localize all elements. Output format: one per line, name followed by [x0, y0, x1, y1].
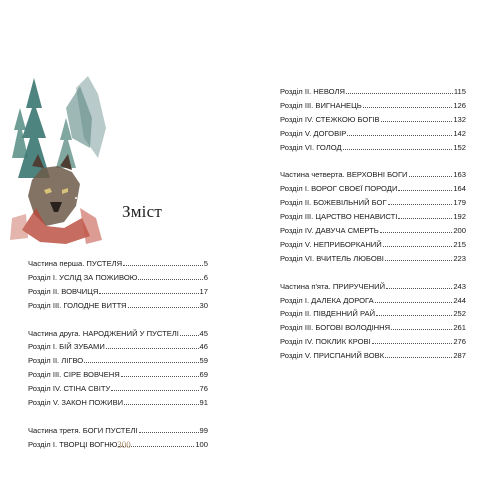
toc-leader-dots	[388, 195, 453, 205]
toc-leader-dots	[363, 98, 453, 108]
toc-entry-page: 132	[453, 114, 466, 124]
toc-entry	[280, 293, 466, 307]
toc-leader-dots	[385, 251, 452, 261]
toc-entry-title: Розділ ІІ. БОЖЕВІЛЬНИЙ БОГ	[280, 198, 387, 208]
toc-leader-dots	[372, 334, 453, 344]
toc-entry-page: 46	[199, 342, 208, 352]
toc-entry	[280, 195, 466, 209]
toc-leader-dots	[409, 167, 453, 177]
toc-entry-title: Розділ VI. ВЧИТЕЛЬ ЛЮБОВІ	[280, 253, 384, 263]
toc-entry	[28, 326, 208, 340]
toc-entry-page: 115	[453, 87, 466, 96]
toc-leader-dots	[376, 306, 452, 316]
toc-leader-dots	[383, 237, 453, 247]
toc-entry-title: Розділ ІІ. ПІВДЕННИЙ РАЙ	[280, 309, 376, 319]
toc-entry-title: Розділ І. БІЙ ЗУБАМИ	[28, 342, 105, 352]
toc-entry-page: 30	[199, 300, 208, 310]
toc-leader-dots	[111, 381, 198, 391]
toc-entry-page: 252	[453, 309, 466, 319]
toc-leader-dots	[347, 126, 452, 136]
toc-entry-title: Частина п'ята. ПРИРУЧЕНИЙ	[280, 281, 386, 291]
toc-entry-title: Розділ ІІ. ВОВЧИЦЯ	[28, 286, 99, 296]
toc-entry-page: 99	[199, 425, 208, 435]
toc-entry-page: 126	[453, 100, 466, 110]
toc-entry-page: 45	[199, 328, 208, 338]
toc-entry-title: Розділ V. ЗАКОН ПОЖИВИ	[28, 398, 124, 408]
toc-entry-page: 163	[453, 170, 466, 180]
toc-gap	[28, 312, 208, 326]
toc-entry	[28, 339, 208, 353]
toc-entry-title: Частина четверта. ВЕРХОВНІ БОГИ	[280, 170, 408, 180]
toc-entry	[280, 279, 466, 293]
toc-entry-title: Частина перша. ПУСТЕЛЯ	[28, 259, 123, 268]
toc-entry-page: 59	[199, 356, 208, 366]
toc-leader-dots	[386, 279, 452, 289]
contents-title: Зміст	[122, 202, 162, 221]
toc-entry	[280, 181, 466, 195]
toc-entry	[280, 237, 466, 251]
toc-entry-title: Розділ І. ДАЛЕКА ДОРОГА	[280, 295, 374, 305]
toc-entry-page: 244	[453, 295, 466, 305]
toc-entry-title: Розділ V. ДОГОВІР	[280, 128, 347, 138]
toc-entry-page: 261	[453, 323, 466, 333]
toc-entry-page: 152	[453, 142, 466, 152]
toc-entry-title: Розділ І. ТВОРЦІ ВОГНЮ	[28, 439, 118, 449]
toc-entry	[28, 270, 208, 284]
toc-entry-title: Розділ ІІІ. ГОЛОДНЕ ВИТТЯ	[28, 300, 127, 310]
toc-entry	[280, 348, 466, 362]
toc-entry-title: Частина третя. БОГИ ПУСТЕЛІ	[28, 425, 138, 435]
page-number: 300	[117, 440, 131, 450]
toc-entry-title: Розділ ІІІ. СІРЕ ВОВЧЕНЯ	[28, 370, 120, 380]
wolf-watercolor-illustration	[6, 68, 108, 248]
toc-entry	[280, 140, 466, 154]
toc-leader-dots	[138, 270, 202, 280]
toc-leader-dots	[106, 339, 199, 349]
toc-entry-title: Розділ IV. ДАВУЧА СМЕРТЬ	[280, 226, 379, 236]
toc-entry	[28, 284, 208, 298]
toc-leader-dots	[121, 367, 199, 377]
toc-entry-page: 164	[453, 184, 466, 194]
toc-gap	[280, 153, 466, 167]
toc-leader-dots	[385, 348, 452, 358]
toc-right-column	[280, 84, 466, 362]
toc-entry-page: 76	[199, 384, 208, 394]
toc-entry	[280, 223, 466, 237]
toc-entry-title: Розділ ІІІ. ВИГНАНЕЦЬ	[280, 100, 362, 110]
toc-leader-dots	[128, 298, 199, 308]
toc-entry-title: Розділ І. УСЛІД ЗА ПОЖИВОЮ	[28, 272, 138, 282]
toc-entry	[280, 126, 466, 140]
toc-entry	[28, 381, 208, 395]
toc-entry-page: 100	[195, 439, 208, 449]
toc-entry	[280, 112, 466, 126]
toc-entry-page: 69	[199, 370, 208, 380]
toc-leader-dots	[84, 353, 198, 363]
toc-entry-title: Розділ VI. ГОЛОД	[280, 142, 342, 152]
toc-left-column	[28, 256, 208, 451]
toc-gap	[28, 409, 208, 423]
toc-leader-dots	[398, 209, 452, 219]
toc-leader-dots	[343, 140, 453, 150]
toc-entry	[28, 298, 208, 312]
toc-leader-dots	[398, 181, 452, 191]
toc-entry	[28, 353, 208, 367]
toc-entry-page: 276	[453, 337, 466, 347]
toc-entry-page: 6	[203, 272, 208, 282]
toc-entry-title: Розділ ІІІ. ЦАРСТВО НЕНАВИСТІ	[280, 212, 398, 222]
toc-entry	[280, 209, 466, 223]
toc-entry	[280, 167, 466, 181]
toc-leader-dots	[375, 293, 453, 303]
toc-entry	[280, 84, 466, 98]
toc-entry-page: 17	[199, 286, 208, 296]
toc-entry	[28, 256, 208, 270]
toc-entry-title: Розділ IV. СТІНА СВІТУ	[28, 384, 111, 394]
toc-entry-title: Розділ ІІ. ЛІГВО	[28, 356, 84, 366]
toc-entry-page: 215	[453, 239, 466, 249]
toc-gap	[280, 265, 466, 279]
toc-entry	[280, 98, 466, 112]
toc-entry	[28, 395, 208, 409]
book-spread	[0, 20, 500, 460]
toc-entry-page: 5	[203, 259, 208, 268]
toc-entry-page: 91	[199, 398, 208, 408]
toc-leader-dots	[381, 112, 453, 122]
toc-entry-title: Розділ IV. СТЕЖКОЮ БОГІВ	[280, 114, 380, 124]
toc-entry-page: 287	[453, 351, 466, 361]
toc-leader-dots	[391, 320, 452, 330]
toc-leader-dots	[346, 84, 453, 94]
toc-entry-page: 243	[453, 281, 466, 291]
toc-entry-title: Розділ V. НЕПРИБОРКАНИЙ	[280, 239, 382, 249]
toc-leader-dots	[139, 423, 199, 433]
toc-entry-title: Розділ IV. ПОКЛИК КРОВІ	[280, 337, 371, 347]
toc-entry-page: 200	[453, 226, 466, 236]
toc-entry	[28, 423, 208, 437]
toc-leader-dots	[124, 395, 198, 405]
toc-entry-page: 179	[453, 198, 466, 208]
toc-entry-title: Розділ ІІІ. БОГОВІ ВОЛОДІННЯ	[280, 323, 391, 333]
toc-leader-dots	[180, 326, 199, 336]
toc-entry-page: 192	[453, 212, 466, 222]
toc-entry	[280, 320, 466, 334]
toc-entry	[280, 334, 466, 348]
toc-leader-dots	[123, 256, 203, 266]
toc-leader-dots	[99, 284, 198, 294]
toc-entry-title: Розділ І. ВОРОГ СВОЄЇ ПОРОДИ	[280, 184, 398, 194]
toc-leader-dots	[380, 223, 453, 233]
toc-entry-page: 223	[453, 253, 466, 263]
toc-entry-page: 142	[453, 128, 466, 138]
toc-entry	[280, 306, 466, 320]
toc-entry-title: Розділ V. ПРИСПАНИЙ ВОВК	[280, 351, 385, 361]
toc-entry	[280, 251, 466, 265]
toc-entry	[28, 367, 208, 381]
toc-entry-title: Розділ ІІ. НЕВОЛЯ	[280, 87, 345, 96]
toc-entry-title: Частина друга. НАРОДЖЕНИЙ У ПУСТЕЛІ	[28, 328, 179, 338]
